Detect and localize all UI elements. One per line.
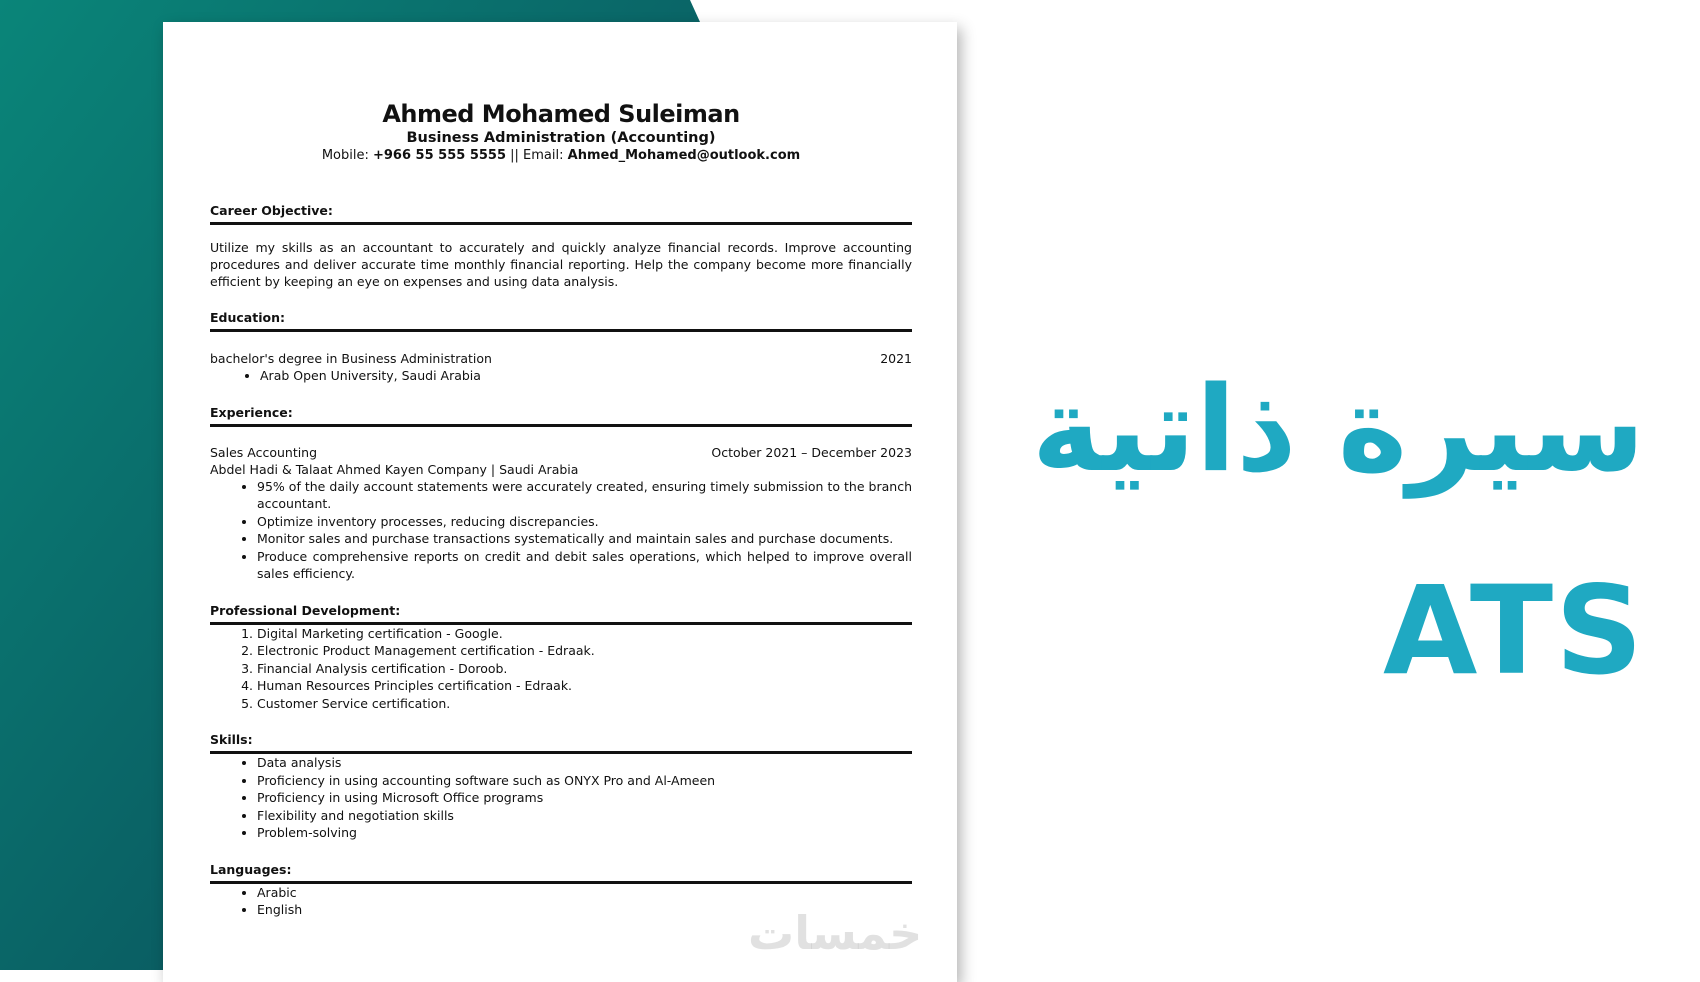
experience-entry [210, 444, 912, 583]
list-item: 1. Digital Marketing certification - Google. [257, 625, 912, 643]
resume-document [163, 22, 957, 982]
section-heading-languages: Languages: [210, 862, 912, 884]
headline-arabic: سيرة ذاتية [1031, 360, 1645, 498]
list-item: 2. Electronic Product Management certification - Edraak. [257, 642, 912, 660]
resume-name: Ahmed Mohamed Suleiman [382, 100, 740, 128]
job-dates: October 2021 – December 2023 [711, 444, 912, 460]
resume-contact: Mobile: +966 55 555 5555 || Email: Ahmed_Mohamed@outlook.com [321, 148, 801, 163]
section-heading-development: Professional Development: [210, 603, 912, 625]
list-item: • Monitor sales and purchase transactions systematically and maintain sales and purchase documents. [257, 530, 912, 548]
company: Abdel Hadi & Talaat Ahmed Kayen Company | Saudi Arabia [210, 461, 579, 477]
list-item: • English [257, 901, 912, 919]
section-heading-experience: Experience: [210, 405, 912, 427]
education-entry [210, 350, 912, 385]
list-item: • Arabic [257, 884, 912, 902]
resume-title: Business Administration (Accounting) [406, 130, 716, 146]
degree: bachelor's degree in Business Administration [210, 351, 492, 366]
list-item: • Problem-solving [257, 824, 912, 842]
section-heading-objective: Career Objective: [210, 203, 912, 225]
skills-list [210, 754, 912, 842]
list-item: • Proficiency in using Microsoft Office programs [257, 789, 912, 807]
list-item: • Optimize inventory processes, reducing discrepancies. [257, 513, 912, 531]
email-address: Ahmed_Mohamed@outlook.com [567, 148, 801, 163]
list-item: • Produce comprehensive reports on credit and debit sales operations, which helped to improve overall sales efficiency. [257, 548, 912, 583]
headline-ats: ATS [1382, 560, 1645, 702]
graduation-year: 2021 [880, 351, 912, 366]
development-list [210, 625, 912, 713]
list-item: 3. Financial Analysis certification - Doroob. [257, 660, 912, 678]
list-item: 4. Human Resources Principles certification - Edraak. [257, 677, 912, 695]
objective-text: Utilize my skills as an accountant to accurately and quickly analyze financial records. Improve accounting procedures and deliver accurate time monthly financial reporting. Help the company become more financially efficient by keeping an eye on expenses and using data analysis. [210, 240, 912, 289]
section-heading-skills: Skills: [210, 732, 912, 754]
list-item: • Data analysis [257, 754, 912, 772]
school: • Arab Open University, Saudi Arabia [260, 367, 912, 385]
job-role: Sales Accounting [210, 444, 318, 460]
watermark-logo: خمسات [748, 906, 923, 960]
section-heading-education: Education: [210, 310, 912, 332]
list-item: • 95% of the daily account statements were accurately created, ensuring timely submission to the branch accountant. [257, 478, 912, 513]
list-item: • Flexibility and negotiation skills [257, 807, 912, 825]
list-item: • Proficiency in using accounting software such as ONYX Pro and Al-Ameen [257, 772, 912, 790]
mobile-number: +966 55 555 5555 [372, 148, 506, 163]
list-item: 5. Customer Service certification. [257, 695, 912, 713]
